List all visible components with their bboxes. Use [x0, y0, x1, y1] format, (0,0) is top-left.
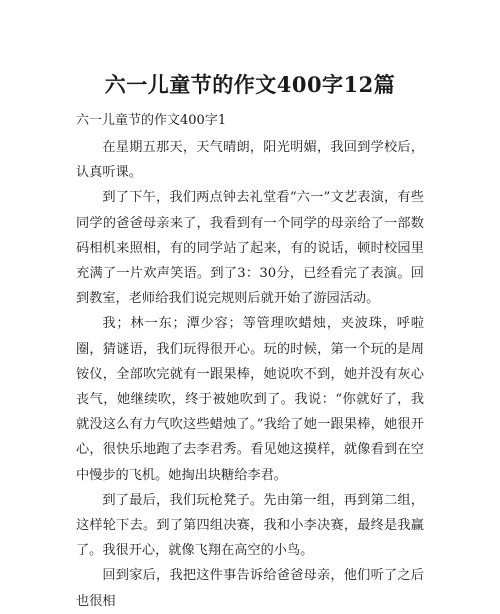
paragraph-4: 到了最后，我们玩枪凳子。先由第一组，再到第二组，这样轮下去。到了第四组决赛，我和小李决赛，最终是我赢了。我很开心，就像飞翔在高空的小鸟。	[76, 492, 424, 559]
document-subtitle: 六一儿童节的作文400字1	[76, 113, 227, 128]
paragraph-1: 在星期五那天，天气晴朗，阳光明媚，我回到学校后，认真听课。	[76, 140, 424, 181]
paragraph-2: 到了下午，我们两点钟去礼堂看“六一”文艺表演，有些同学的爸爸母亲来了，我看到有一个同学的母亲给了一部数码相机来照相，有的同学站了起来，有的说话，顿时校园里充满了一片欢声笑语。到了3：30分，已经看完了表演。回到教室，老师给我们说完规则后就开始了游园活动。	[76, 190, 424, 307]
document-body	[76, 135, 424, 614]
paragraph-3: 我；林一东；潭少容；等管理吹蜡烛，夹波珠，呼啦圈，猜谜语，我们玩得很开心。玩的时候，第一个玩的是周铵仪，全部吹完就有一跟果棒，她说吹不到，她并没有灰心丧气，她继续吹，终于被她吹到了。我说：“你就好了，我就没这么有力气吹这些蜡烛了。”我给了她一跟果棒，她很开心，很快乐地跑了去李君秀。看见她这摸样，就像看到在空中慢步的飞机。她掏出块糖给李君。	[76, 316, 424, 483]
paragraph-5: 回到家后，我把这件事告诉给爸爸母亲，他们听了之后也很相	[76, 568, 424, 609]
document-title: 六一儿童节的作文400字12篇	[104, 72, 396, 97]
